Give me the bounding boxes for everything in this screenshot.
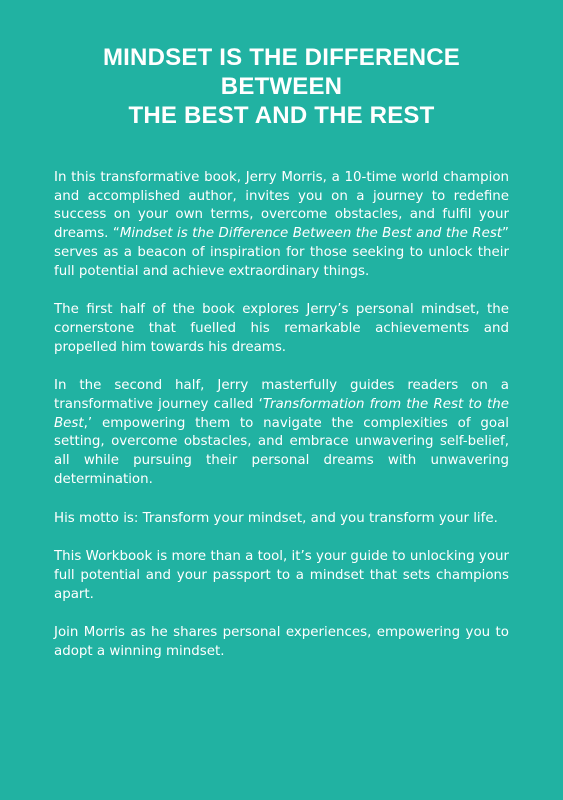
paragraph-closing: Join Morris as he shares personal experiences, empowering you to adopt a winning mindset. (54, 625, 509, 660)
second-half-text-end: ,’ empowering them to navigate the complexities of goal setting, overcome obstacles, and embrace unwavering self-belief, all while pursuing their personal dreams with unwavering determination. (54, 415, 509, 487)
page-title (54, 0, 509, 130)
paragraph-second-half (54, 377, 509, 489)
title-line-1: MINDSET IS THE DIFFERENCE BETWEEN (102, 44, 461, 100)
blurb-body (54, 169, 509, 662)
paragraph-first-half: The first half of the book explores Jerry’s personal mindset, the cornerstone that fuelled his remarkable achievements and propelled him towards his dreams. (54, 302, 509, 355)
transformation-emphasis: Transformation from the Rest to the Best (54, 397, 510, 431)
intro-text-end: ” serves as a beacon of inspiration for those seeking to unlock their full potential and achieve extraordinary things. (54, 226, 509, 279)
intro-text-start: In this transformative book, Jerry Morris, a 10-time world champion and accomplished author, invites you on a journey to redefine success on your own terms, overcome obstacles, and fulfil your dreams. “ (54, 170, 509, 242)
book-title-emphasis: Mindset is the Difference Between the Best and the Rest (119, 226, 503, 242)
paragraph-intro (54, 169, 509, 281)
title-line-2: THE BEST AND THE REST (128, 102, 435, 129)
second-half-text-start: In the second half, Jerry masterfully guides readers on a transformative journey called ‘ (54, 378, 509, 413)
paragraph-workbook: This Workbook is more than a tool, it’s your guide to unlocking your full potential and your passport to a mindset that sets champions apart. (54, 549, 509, 602)
paragraph-motto: His motto is: Transform your mindset, and you transform your life. (54, 510, 498, 526)
